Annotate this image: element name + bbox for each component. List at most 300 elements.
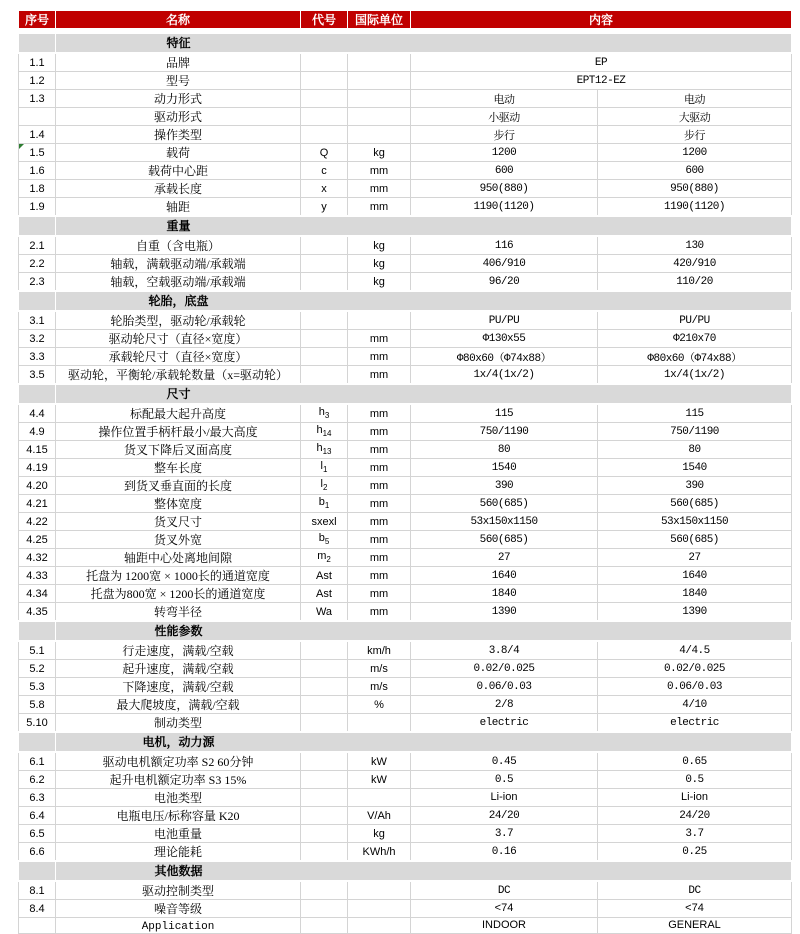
cell-name bbox=[56, 752, 301, 771]
cell-text: 53x150x1150 bbox=[470, 515, 538, 528]
cell-text: electric bbox=[479, 716, 529, 729]
cell-text: 行走速度，满载/空载 bbox=[122, 644, 234, 658]
cell-code bbox=[301, 641, 348, 660]
cell-text: 货叉下降后叉面高度 bbox=[123, 443, 232, 457]
cell-text: $h_{14}$ bbox=[316, 424, 332, 439]
cell-text: mm bbox=[369, 533, 389, 546]
table-row bbox=[19, 825, 792, 843]
table-row bbox=[19, 549, 792, 567]
cell-text: 24/20 bbox=[679, 809, 710, 822]
cell-code bbox=[301, 53, 348, 72]
section-row bbox=[19, 33, 792, 53]
cell-text: 950(880) bbox=[479, 182, 529, 195]
section-title-cell bbox=[56, 33, 792, 53]
cell-text: kW bbox=[371, 755, 387, 768]
cell-text: 3.7 bbox=[494, 827, 514, 840]
cell-text: 5.3 bbox=[29, 680, 45, 693]
cell-value bbox=[598, 752, 792, 771]
col-header-code: 代号 bbox=[301, 11, 348, 29]
cell-code bbox=[301, 678, 348, 696]
section-index-cell bbox=[19, 861, 56, 881]
cell-text: Φ210x70 bbox=[673, 332, 716, 345]
cell-text: 品牌 bbox=[165, 56, 190, 70]
cell-index bbox=[19, 273, 56, 292]
cell-index bbox=[19, 72, 56, 90]
cell-value bbox=[411, 603, 598, 622]
cell-index bbox=[19, 53, 56, 72]
cell-name bbox=[56, 255, 301, 273]
cell-name bbox=[56, 585, 301, 603]
cell-text: 整车长度 bbox=[153, 461, 202, 475]
section-row bbox=[19, 216, 792, 236]
col-header-index: 序号 bbox=[19, 11, 56, 29]
cell-text: 96/20 bbox=[488, 275, 520, 288]
cell-text: 0.5 bbox=[685, 773, 704, 786]
cell-unit bbox=[348, 752, 411, 771]
cell-code bbox=[301, 881, 348, 900]
cell-value bbox=[411, 789, 598, 807]
cell-unit bbox=[348, 72, 411, 90]
cell-text: 到货叉垂直面的长度 bbox=[123, 479, 232, 493]
cell-value bbox=[411, 72, 792, 90]
cell-text: 4.35 bbox=[26, 605, 48, 618]
cell-text: 承载轮尺寸（直径×宽度） bbox=[108, 350, 248, 364]
cell-text: mm bbox=[369, 350, 389, 363]
table-row bbox=[19, 585, 792, 603]
cell-value bbox=[598, 603, 792, 622]
cell-name bbox=[56, 348, 301, 366]
cell-value bbox=[598, 807, 792, 825]
cell-value bbox=[598, 585, 792, 603]
cell-value bbox=[411, 825, 598, 843]
cell-text: 1840 bbox=[682, 587, 707, 600]
cell-text: KWh/h bbox=[362, 845, 396, 858]
cell-value bbox=[411, 531, 598, 549]
table-row bbox=[19, 603, 792, 622]
cell-text: 操作位置手柄杆最小/最大高度 bbox=[98, 425, 258, 439]
cell-code bbox=[301, 585, 348, 603]
cell-text: <74 bbox=[685, 902, 704, 914]
cell-text: 4.21 bbox=[26, 497, 48, 510]
cell-value bbox=[411, 441, 598, 459]
cell-index bbox=[19, 108, 56, 126]
cell-text: mm bbox=[369, 569, 389, 582]
col-header-name: 名称 bbox=[56, 11, 301, 29]
cell-text: 406/910 bbox=[482, 257, 526, 270]
cell-text: 0.5 bbox=[494, 773, 514, 786]
cell-name bbox=[56, 459, 301, 477]
cell-text: 电瓶电压/标称容量 K20 bbox=[116, 809, 240, 823]
cell-code bbox=[301, 459, 348, 477]
cell-text: 小驱动 bbox=[488, 112, 520, 125]
cell-text: Ast bbox=[316, 569, 332, 582]
cell-text: 驱动轮，平衡轮/承载轮数量（x=驱动轮） bbox=[67, 368, 289, 382]
cell-value bbox=[411, 495, 598, 513]
cell-text: mm bbox=[369, 497, 389, 510]
cell-unit bbox=[348, 881, 411, 900]
cell-code bbox=[301, 330, 348, 348]
cell-text: 1.1 bbox=[29, 56, 45, 69]
cell-text: 3.3 bbox=[29, 350, 45, 363]
cell-unit bbox=[348, 108, 411, 126]
table-row bbox=[19, 900, 792, 918]
cell-index bbox=[19, 752, 56, 771]
cell-text: 标配最大起升高度 bbox=[129, 407, 226, 421]
cell-name bbox=[56, 404, 301, 423]
cell-code bbox=[301, 771, 348, 789]
cell-value bbox=[598, 714, 792, 733]
cell-name bbox=[56, 311, 301, 330]
cell-text: Application bbox=[141, 921, 215, 933]
cell-unit bbox=[348, 771, 411, 789]
cell-name bbox=[56, 696, 301, 714]
cell-unit bbox=[348, 696, 411, 714]
cell-unit bbox=[348, 789, 411, 807]
cell-index bbox=[19, 807, 56, 825]
cell-value bbox=[598, 918, 792, 934]
table-row bbox=[19, 789, 792, 807]
cell-unit bbox=[348, 441, 411, 459]
section-title: 其他数据 bbox=[154, 864, 203, 878]
cell-index bbox=[19, 843, 56, 862]
cell-value bbox=[411, 273, 598, 292]
cell-text: 2.3 bbox=[29, 275, 45, 288]
cell-value bbox=[411, 198, 598, 217]
cell-unit bbox=[348, 126, 411, 144]
cell-name bbox=[56, 53, 301, 72]
cell-text: 27 bbox=[688, 551, 701, 564]
cell-code bbox=[301, 660, 348, 678]
cell-text: DC bbox=[688, 884, 701, 897]
cell-code bbox=[301, 441, 348, 459]
cell-text: 950(880) bbox=[670, 182, 719, 195]
table-row bbox=[19, 236, 792, 255]
cell-name bbox=[56, 108, 301, 126]
cell-text: INDOOR bbox=[482, 919, 526, 931]
cell-text: 5.10 bbox=[26, 716, 48, 729]
cell-name bbox=[56, 825, 301, 843]
cell-value bbox=[411, 311, 598, 330]
cell-text: 115 bbox=[685, 407, 704, 420]
cell-value bbox=[411, 477, 598, 495]
cell-text: 4.33 bbox=[26, 569, 48, 582]
cell-code bbox=[301, 180, 348, 198]
cell-unit bbox=[348, 273, 411, 292]
cell-text: 53x150x1150 bbox=[660, 515, 729, 528]
cell-value bbox=[598, 549, 792, 567]
cell-code bbox=[301, 825, 348, 843]
cell-text: 最大爬坡度，满载/空载 bbox=[116, 698, 240, 712]
cell-text: mm bbox=[369, 551, 389, 564]
cell-text: 大驱动 bbox=[678, 112, 711, 125]
cell-value bbox=[411, 459, 598, 477]
cell-text: mm bbox=[369, 164, 389, 177]
spec-table-body bbox=[19, 29, 792, 934]
cell-text: Φ130x55 bbox=[482, 332, 526, 345]
cell-index bbox=[19, 348, 56, 366]
table-row bbox=[19, 881, 792, 900]
cell-text: 货叉外宽 bbox=[153, 533, 202, 547]
cell-unit bbox=[348, 918, 411, 934]
cell-text: kg bbox=[373, 827, 385, 840]
cell-text: electric bbox=[670, 716, 719, 729]
cell-text: Li-ion bbox=[490, 791, 518, 803]
cell-index bbox=[19, 900, 56, 918]
cell-value bbox=[411, 404, 598, 423]
cell-name bbox=[56, 678, 301, 696]
cell-text: 6.5 bbox=[29, 827, 45, 840]
cell-text: kg bbox=[373, 239, 385, 252]
table-row bbox=[19, 660, 792, 678]
cell-text: 1.9 bbox=[29, 200, 45, 213]
cell-name bbox=[56, 603, 301, 622]
cell-text: 4.9 bbox=[29, 425, 45, 438]
cell-index bbox=[19, 255, 56, 273]
cell-text: 24/20 bbox=[488, 809, 520, 822]
cell-text: 390 bbox=[685, 479, 704, 492]
cell-name bbox=[56, 126, 301, 144]
cell-text: mm bbox=[369, 461, 389, 474]
cell-text: EP bbox=[594, 56, 608, 69]
cell-index bbox=[19, 549, 56, 567]
cell-value bbox=[411, 423, 598, 441]
cell-value bbox=[411, 567, 598, 585]
cell-text: 转弯半径 bbox=[153, 605, 202, 619]
cell-text: 4.4 bbox=[29, 407, 45, 420]
table-row bbox=[19, 441, 792, 459]
cell-text: Li-ion bbox=[681, 791, 708, 803]
table-row bbox=[19, 53, 792, 72]
cell-value bbox=[598, 126, 792, 144]
cell-text: $h_{13}$ bbox=[316, 442, 332, 457]
cell-value bbox=[411, 366, 598, 385]
cell-unit bbox=[348, 660, 411, 678]
cell-text: 1x/4(1x/2) bbox=[473, 368, 535, 381]
cell-code bbox=[301, 311, 348, 330]
cell-value bbox=[411, 513, 598, 531]
cell-text: Ast bbox=[316, 587, 332, 600]
cell-name bbox=[56, 90, 301, 108]
cell-name bbox=[56, 198, 301, 217]
cell-text: GENERAL bbox=[668, 919, 721, 931]
cell-text: 560(685) bbox=[670, 497, 719, 510]
cell-text: 操作类型 bbox=[153, 128, 202, 142]
cell-text: 轴载，满载驱动端/承载端 bbox=[110, 257, 246, 271]
cell-index bbox=[19, 423, 56, 441]
cell-value bbox=[598, 180, 792, 198]
table-row bbox=[19, 162, 792, 180]
cell-text: 载荷 bbox=[165, 146, 190, 160]
cell-text: mm bbox=[369, 587, 389, 600]
cell-unit bbox=[348, 585, 411, 603]
cell-index bbox=[19, 531, 56, 549]
cell-value bbox=[411, 255, 598, 273]
cell-text: 1200 bbox=[682, 146, 707, 159]
cell-name bbox=[56, 771, 301, 789]
cell-name bbox=[56, 162, 301, 180]
cell-text: 1640 bbox=[682, 569, 707, 582]
cell-text: 6.4 bbox=[29, 809, 45, 822]
cell-value bbox=[411, 236, 598, 255]
cell-text: 80 bbox=[688, 443, 701, 456]
cell-value bbox=[598, 660, 792, 678]
section-index-cell bbox=[19, 732, 56, 752]
cell-unit bbox=[348, 162, 411, 180]
cell-unit bbox=[348, 641, 411, 660]
comment-flag-icon bbox=[19, 144, 24, 149]
section-row bbox=[19, 732, 792, 752]
cell-text: 整体宽度 bbox=[153, 497, 202, 511]
section-index-cell bbox=[19, 621, 56, 641]
cell-text: 750/1190 bbox=[670, 425, 719, 438]
cell-text: V/Ah bbox=[367, 809, 391, 822]
cell-text: mm bbox=[369, 479, 389, 492]
table-row bbox=[19, 807, 792, 825]
cell-unit bbox=[348, 459, 411, 477]
cell-code bbox=[301, 72, 348, 90]
cell-text: 0.06/0.03 bbox=[667, 680, 722, 693]
cell-value bbox=[598, 459, 792, 477]
cell-text: 轴距中心处离地间隙 bbox=[123, 551, 232, 565]
section-title-cell bbox=[56, 621, 792, 641]
cell-value bbox=[598, 641, 792, 660]
cell-value bbox=[598, 311, 792, 330]
cell-name bbox=[56, 881, 301, 900]
cell-text: $b_5$ bbox=[318, 532, 330, 547]
cell-text: mm bbox=[369, 368, 389, 381]
section-row bbox=[19, 291, 792, 311]
cell-text: 噪音等级 bbox=[153, 902, 202, 916]
cell-value bbox=[598, 404, 792, 423]
cell-text: 动力形式 bbox=[153, 92, 202, 106]
cell-index bbox=[19, 641, 56, 660]
cell-text: 4.20 bbox=[26, 479, 48, 492]
cell-unit bbox=[348, 180, 411, 198]
cell-value bbox=[598, 567, 792, 585]
cell-value bbox=[598, 366, 792, 385]
cell-value bbox=[598, 531, 792, 549]
header-row bbox=[19, 11, 792, 29]
cell-unit bbox=[348, 807, 411, 825]
table-row bbox=[19, 90, 792, 108]
cell-text: 420/910 bbox=[673, 257, 716, 270]
cell-name bbox=[56, 495, 301, 513]
section-title: 性能参数 bbox=[154, 624, 203, 638]
cell-value bbox=[598, 513, 792, 531]
cell-text: y bbox=[321, 200, 327, 213]
cell-text: kg bbox=[373, 257, 385, 270]
cell-code bbox=[301, 843, 348, 862]
cell-name bbox=[56, 843, 301, 862]
table-row bbox=[19, 641, 792, 660]
cell-text: mm bbox=[369, 332, 389, 345]
cell-text: 5.2 bbox=[29, 662, 45, 675]
cell-value bbox=[598, 881, 792, 900]
cell-text: 驱动形式 bbox=[153, 110, 202, 124]
section-index-cell bbox=[19, 384, 56, 404]
cell-text: m/s bbox=[370, 662, 388, 675]
cell-index bbox=[19, 311, 56, 330]
cell-code bbox=[301, 789, 348, 807]
cell-code bbox=[301, 144, 348, 162]
col-header-content: 内容 bbox=[411, 11, 792, 29]
cell-text: 1540 bbox=[682, 461, 707, 474]
cell-value bbox=[598, 255, 792, 273]
cell-text: 4/10 bbox=[682, 698, 707, 711]
cell-text: 27 bbox=[497, 551, 511, 564]
cell-code bbox=[301, 126, 348, 144]
cell-code bbox=[301, 423, 348, 441]
cell-text: 600 bbox=[685, 164, 704, 177]
cell-text: 0.02/0.025 bbox=[473, 662, 535, 675]
cell-unit bbox=[348, 477, 411, 495]
cell-text: mm bbox=[369, 443, 389, 456]
cell-value bbox=[411, 714, 598, 733]
cell-value bbox=[411, 348, 598, 366]
cell-unit bbox=[348, 549, 411, 567]
table-row bbox=[19, 423, 792, 441]
cell-text: % bbox=[374, 698, 384, 711]
cell-code bbox=[301, 714, 348, 733]
cell-text: Wa bbox=[315, 605, 333, 618]
cell-index bbox=[19, 603, 56, 622]
cell-text: 560(685) bbox=[479, 497, 529, 510]
cell-text: 4.25 bbox=[26, 533, 48, 546]
cell-text: mm bbox=[369, 200, 389, 213]
cell-text: PU/PU bbox=[488, 314, 520, 327]
cell-text: 步行 bbox=[684, 130, 705, 143]
cell-unit bbox=[348, 144, 411, 162]
cell-text: 型号 bbox=[165, 74, 190, 88]
cell-text: 5.1 bbox=[29, 644, 45, 657]
cell-unit bbox=[348, 843, 411, 862]
section-title-cell bbox=[56, 732, 792, 752]
cell-text: 1200 bbox=[491, 146, 517, 159]
cell-text: 560(685) bbox=[670, 533, 719, 546]
cell-unit bbox=[348, 311, 411, 330]
cell-unit bbox=[348, 678, 411, 696]
cell-text: 1x/4(1x/2) bbox=[664, 368, 726, 381]
cell-text: 3.5 bbox=[29, 368, 45, 381]
cell-index bbox=[19, 144, 56, 162]
cell-text: 3.8/4 bbox=[488, 644, 520, 657]
cell-unit bbox=[348, 366, 411, 385]
cell-text: 130 bbox=[685, 239, 704, 252]
cell-index bbox=[19, 441, 56, 459]
cell-text: 驱动电机额定功率 S2 60分钟 bbox=[102, 755, 254, 769]
table-row bbox=[19, 752, 792, 771]
cell-index bbox=[19, 660, 56, 678]
cell-text: 轮胎类型，驱动轮/承载轮 bbox=[110, 314, 246, 328]
cell-index bbox=[19, 330, 56, 348]
cell-index bbox=[19, 696, 56, 714]
cell-text: km/h bbox=[367, 644, 391, 657]
cell-value bbox=[411, 549, 598, 567]
cell-value bbox=[411, 585, 598, 603]
cell-text: c bbox=[321, 164, 327, 177]
cell-text: sxexl bbox=[311, 515, 337, 528]
cell-index bbox=[19, 825, 56, 843]
cell-index bbox=[19, 678, 56, 696]
cell-code bbox=[301, 236, 348, 255]
cell-index bbox=[19, 477, 56, 495]
cell-index bbox=[19, 585, 56, 603]
cell-value bbox=[411, 771, 598, 789]
cell-unit bbox=[348, 900, 411, 918]
cell-value bbox=[598, 162, 792, 180]
section-index-cell bbox=[19, 33, 56, 53]
cell-code bbox=[301, 807, 348, 825]
